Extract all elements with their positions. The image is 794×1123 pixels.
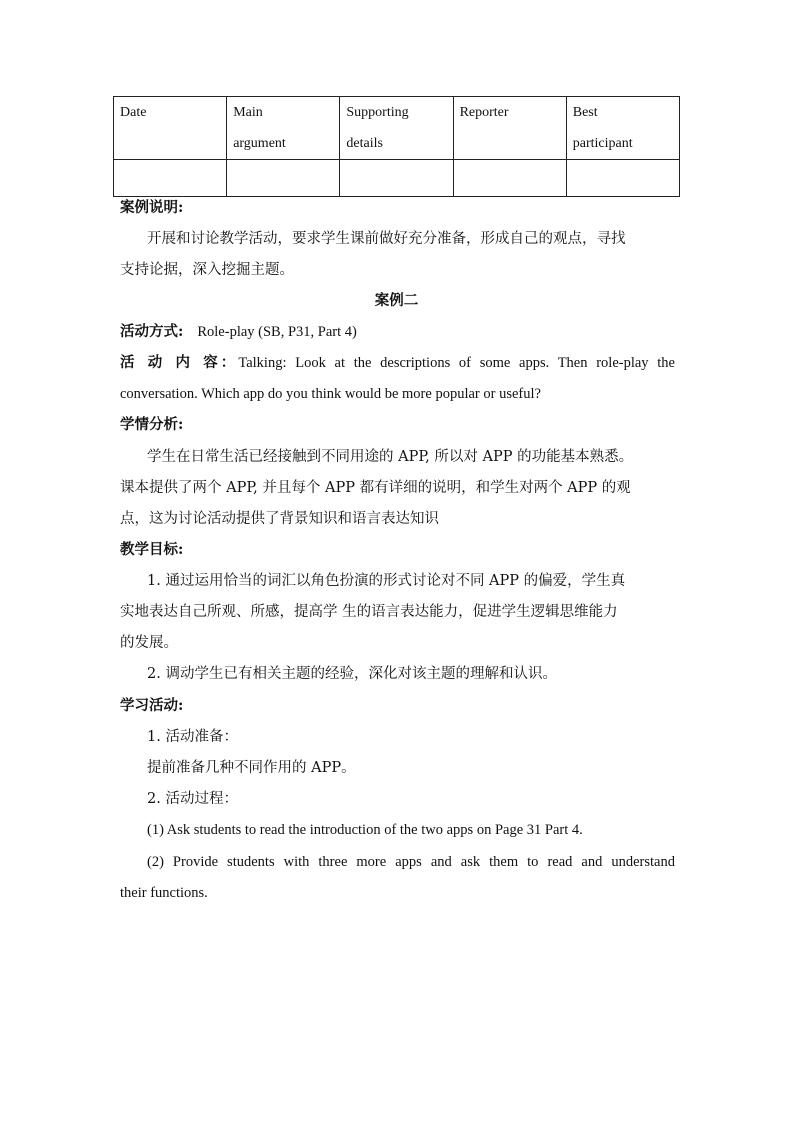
step-1: (1) Ask students to read the introduction of the two apps on Page 31 Part 4. [147,822,583,838]
case-note-line-2: 支持论据，深入挖掘主题。 [120,262,294,278]
table-cell [340,160,453,197]
prep-text: 提前准备几种不同作用的 APP。 [147,760,356,776]
table-row [114,160,680,197]
activity-content-line-2: conversation. Which app do you think would be more popular or useful? [120,386,541,402]
case-note-label: 案例说明: [120,199,184,216]
header-cell-main-argument: Main argument [227,97,340,160]
table-cell [566,160,679,197]
analysis-line-3: 点，这为讨论活动提供了背景知识和语言表达知识 [120,511,439,527]
activity-mode-label: 活动方式: [120,323,184,340]
header-cell-supporting-details: Supporting details [340,97,453,160]
case-note-line-1: 开展和讨论教学活动，要求学生课前做好充分准备，形成自己的观点，寻找 [147,231,626,247]
activity-mode [120,322,675,342]
table-header-row [114,97,680,160]
analysis-line-2: 课本提供了两个 APP, 并且每个 APP 都有详细的说明，和学生对两个 APP 的观 [120,480,631,496]
goals-label: 教学目标: [120,541,184,558]
step-2-line-2: their functions. [120,885,208,901]
goal-1-line-3: 的发展。 [120,635,178,651]
activity-content-label: 活 动 内 容： [120,354,239,371]
analysis-line-1: 学生在日常生活已经接触到不同用途的 APP, 所以对 APP 的功能基本熟悉。 [147,449,634,465]
activity-mode-value: Role-play (SB, P31, Part 4) [197,324,357,340]
header-cell-date: Date [114,97,227,160]
prep-label: 1. 活动准备： [147,729,238,745]
activity-content-text-1: Talking: Look at the descriptions of some apps. Then role-play the [238,355,675,371]
table-cell [227,160,340,197]
table-cell [453,160,566,197]
discussion-record-table [113,96,680,197]
activities-label: 学习活动: [120,697,184,714]
header-cell-best-participant: Best participant [566,97,679,160]
process-label: 2. 活动过程： [147,791,238,807]
goal-2: 2. 调动学生已有相关主题的经验，深化对该主题的理解和认识。 [147,666,557,682]
case-two-title: 案例二 [374,292,419,309]
goal-1-line-2: 实地表达自己所观、所感，提高学 生的语言表达能力，促进学生逻辑思维能力 [120,604,618,620]
goal-1-line-1: 1. 通过运用恰当的词汇以角色扮演的形式讨论对不同 APP 的偏爱，学生真 [147,573,626,589]
analysis-label: 学情分析: [120,416,184,433]
activity-content-line-1 [120,353,675,373]
table-cell [114,160,227,197]
step-2-line-1: (2) Provide students with three more apps and ask them to read and understand [147,854,675,870]
header-cell-reporter: Reporter [453,97,566,160]
